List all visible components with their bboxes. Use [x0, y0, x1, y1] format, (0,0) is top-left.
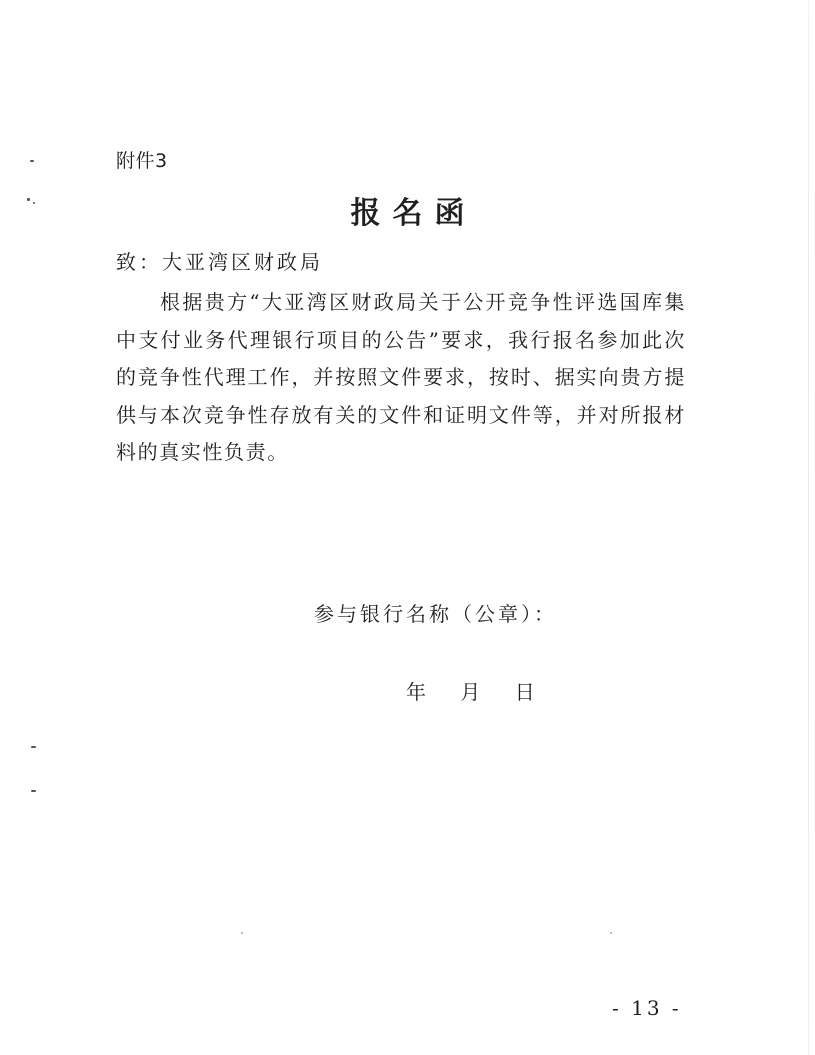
scan-speck [241, 932, 243, 934]
date-day-label: 日 [514, 680, 535, 704]
scan-speck [610, 932, 612, 934]
scan-speck [30, 160, 34, 162]
scan-edge-line [808, 0, 809, 1055]
date-year-label: 年 [406, 680, 426, 704]
page-number: - 13 - [612, 996, 682, 1020]
body-paragraph: 根据贵方“大亚湾区财政局关于公开竞争性评选国库集中支付业务代理银行项目的公告”要求，我行报名参加此次的竞争性代理工作，并按照文件要求，按时、据实向贵方提供与本次竞争性存放有关的文件和证明文件等，并对所报材料的真实性负责。 [116, 290, 686, 464]
date-month-label: 月 [460, 680, 481, 704]
addressee-line: 致：大亚湾区财政局 [116, 250, 323, 274]
page-title: 报名函 [350, 196, 477, 231]
scan-speck [31, 746, 36, 748]
date-line [406, 676, 563, 705]
attachment-label: 附件3 [116, 150, 168, 172]
signature-label: 参与银行名称（公章）： [314, 602, 557, 626]
scan-speck [31, 790, 36, 792]
